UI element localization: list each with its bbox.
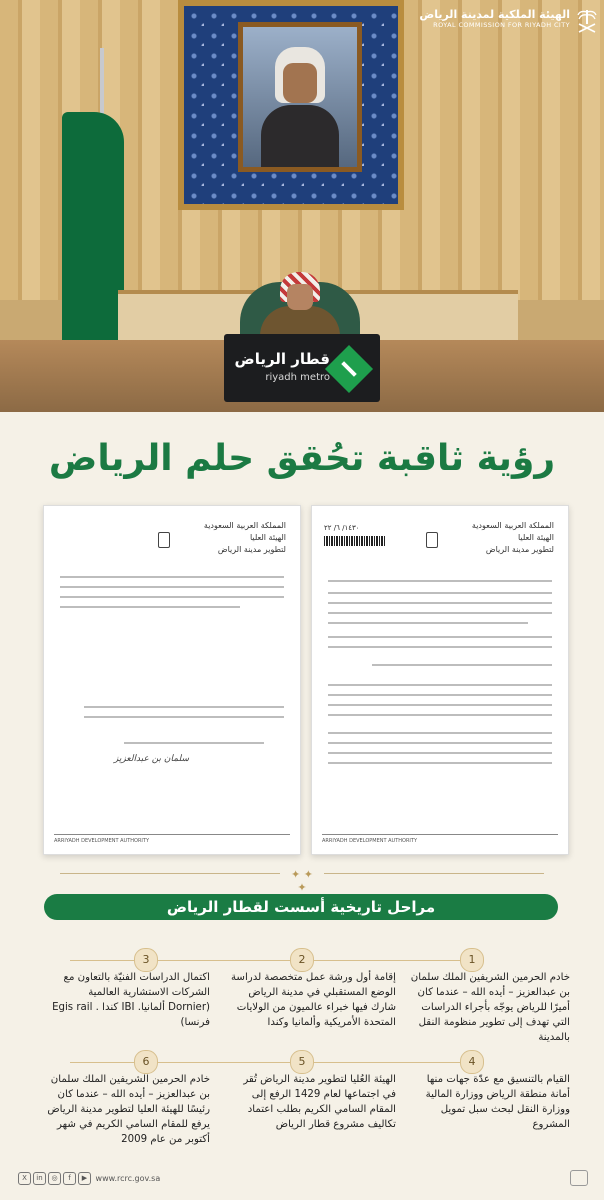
doc-right-header: المملكة العربية السعودية الهيئة العليا لتطوير مدينة الرياض xyxy=(471,521,554,554)
step-2-text: إقامة أول ورشة عمل متخصصة لدراسة الوضع المستقبلي في مدينة الرياض شارك فيها خبراء عالميون من الولايات المتحدة الأمريكية وألمانيا وكندا xyxy=(230,972,396,1028)
doc-left-footer: ARRIYADH DEVELOPMENT AUTHORITY xyxy=(54,834,290,844)
timeline-line-row2 xyxy=(70,1062,470,1063)
step-5-text: الهيئة العُليا لتطوير مدينة الرياض تُقر في اجتماعها لعام 1429 الرفع إلى المقام السامي الكريم بطلب اعتماد تكاليف مشروع قطار الرياض xyxy=(243,1074,396,1130)
hero-photo xyxy=(0,0,604,412)
timeline-banner: مراحل تاريخية أسست لقطار الرياض xyxy=(44,894,558,920)
barcode-icon xyxy=(324,536,386,546)
rcrc-logo xyxy=(419,8,596,29)
doc-emblem-icon xyxy=(158,532,170,548)
step-4-text: القيام بالتنسيق مع عدّة جهات منها أمانة منطقة الرياض ووزارة المالية ووزارة النقل لبحث سبل تمويل المشروع xyxy=(425,1074,570,1130)
step-6-text: خادم الحرمين الشريفين الملك سلمان بن عبدالعزيز – أيده الله – عندما كان رئيسًا للهيئة العليا لتطوير مدينة الرياض يرفع للمقام السامي الكريم في شهر أكتوبر من عام 2009 xyxy=(47,1074,210,1145)
facebook-icon[interactable]: f xyxy=(63,1172,76,1185)
x-icon[interactable]: X xyxy=(18,1172,31,1185)
doc-left-header: المملكة العربية السعودية الهيئة العليا لتطوير مدينة الرياض xyxy=(203,521,286,554)
doc-emblem-icon xyxy=(426,532,438,548)
youtube-icon[interactable]: ▶ xyxy=(78,1172,91,1185)
doc-right-number: ١٤٣٠/ ٦/ ٢٢ xyxy=(324,524,360,532)
saudi-flag xyxy=(62,112,124,370)
step-1-text: خادم الحرمين الشريفين الملك سلمان بن عبدالعزيز – أيده الله – عندما كان أميرًا للرياض يوجّه بأجراء الدراسات التي تهدف إلى تطوير منظومة النقل بالمدينة xyxy=(410,972,570,1043)
step-3-text: اكتمال الدراسات الفنيّة بالتعاون مع الشركات الاستشارية العالمية (Dornier ألمانيا. IBI كندا . Egis rail فرنسا) xyxy=(52,972,210,1028)
document-right xyxy=(311,505,569,855)
doc-right-footer: ARRIYADH DEVELOPMENT AUTHORITY xyxy=(322,834,558,844)
metro-logo-icon xyxy=(325,345,373,393)
palm-swords-emblem-icon xyxy=(576,8,598,34)
step-number-4: 4 xyxy=(460,1050,484,1074)
brand-name-ar: الهيئة الملكية لمدينة الرياض xyxy=(419,8,570,21)
rcrc-seal-icon xyxy=(570,1170,588,1186)
riyadh-metro-sign xyxy=(224,334,380,402)
metro-sign-en: riyadh metro xyxy=(265,372,330,383)
document-left xyxy=(43,505,301,855)
star-ornament-icon: ✦ ✦ ✦ xyxy=(291,868,313,894)
king-figure xyxy=(260,272,340,342)
brand-name-en: ROYAL COMMISSION FOR RIYADH CITY xyxy=(433,21,570,29)
step-number-5: 5 xyxy=(290,1050,314,1074)
metro-sign-ar: قطار الرياض xyxy=(234,350,330,368)
linkedin-icon[interactable]: in xyxy=(33,1172,46,1185)
social-links xyxy=(18,1172,160,1185)
step-number-3: 3 xyxy=(134,948,158,972)
founder-portrait xyxy=(238,22,362,172)
step-number-1: 1 xyxy=(460,948,484,972)
step-number-6: 6 xyxy=(134,1050,158,1074)
timeline-line-row1 xyxy=(70,960,470,961)
step-number-2: 2 xyxy=(290,948,314,972)
instagram-icon[interactable]: ◎ xyxy=(48,1172,61,1185)
ornament-divider xyxy=(0,868,604,894)
website-link[interactable]: www.rcrc.gov.sa xyxy=(95,1174,161,1183)
page-title: رؤية ثاقبة تحُقق حلم الرياض xyxy=(48,438,556,479)
doc-left-signature: سلمان بن عبدالعزيز xyxy=(114,754,189,764)
